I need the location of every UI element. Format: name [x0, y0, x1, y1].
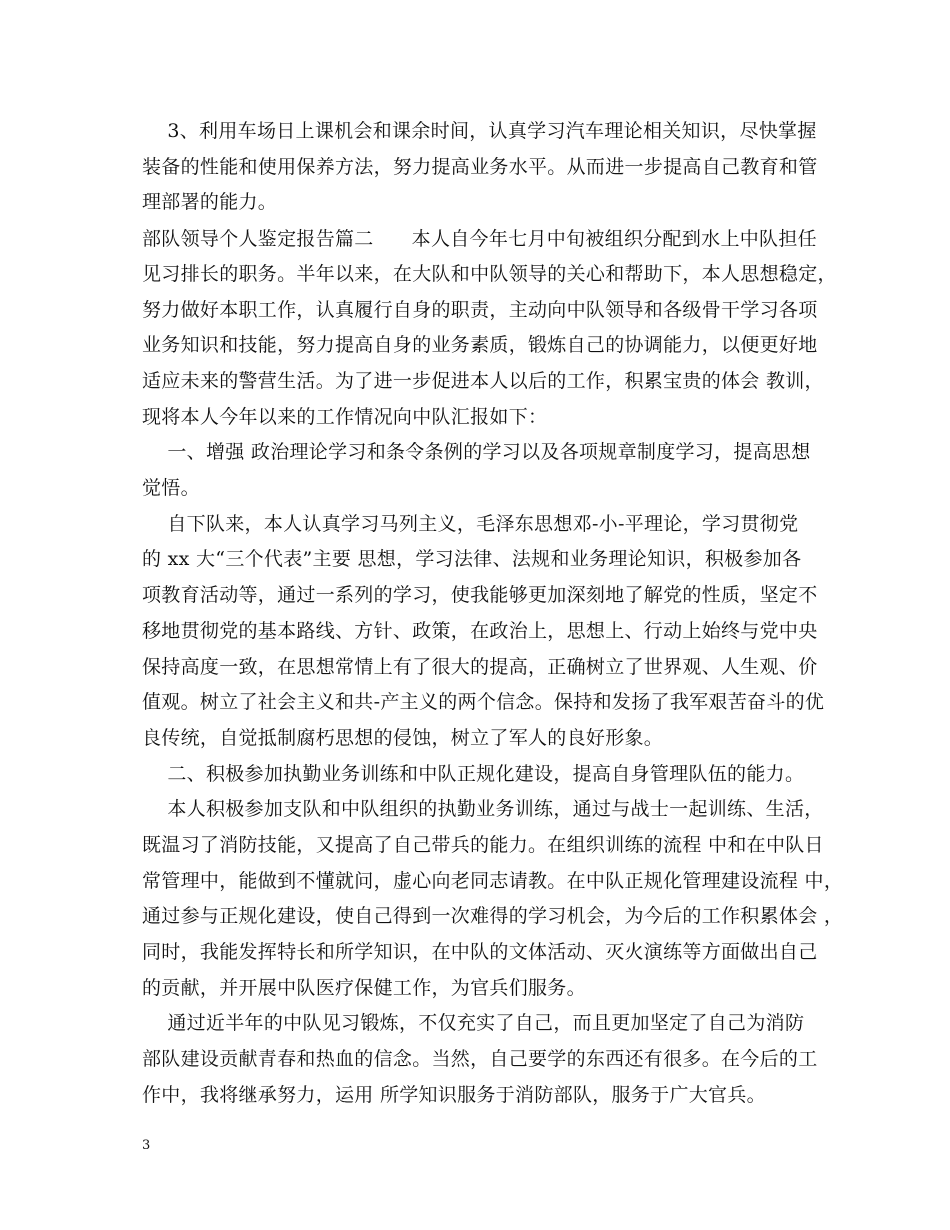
text-line: 值观。树立了社会主义和共-产主义的两个信念。保持和发扬了我军艰苦奋斗的优	[142, 691, 825, 713]
text-line: 的贡献，并开展中队医疗保健工作，为官兵们服务。	[142, 977, 586, 999]
text-line: 现将本人今年以来的工作情况向中队汇报如下：	[142, 406, 548, 428]
text-line: 的 xx 大“三个代表”主要 思想，学习法律、法规和业务理论知识，积极参加各	[142, 548, 802, 570]
text-line: 良传统，自觉抵制腐朽思想的侵蚀，树立了军人的良好形象。	[142, 727, 664, 749]
text-line: 装备的性能和使用保养方法，努力提高业务水平。从而进一步提高自己教育和管	[142, 156, 818, 178]
text-line: 既温习了消防技能，又提高了自己带兵的能力。在组织训练的流程 中和在中队日	[142, 834, 824, 856]
text-line: 移地贯彻党的基本路线、方针、政策，在政治上，思想上、行动上始终与党中央	[142, 620, 818, 642]
text-line: 部队建设贡献青春和热血的信念。当然，自己要学的东西还有很多。在今后的工	[142, 1048, 818, 1070]
text-line: 自下队来，本人认真学习马列主义，毛泽东思想邓-小-平理论，学习贯彻党	[142, 513, 799, 535]
text-line: 努力做好本职工作，认真履行自身的职责，主动向中队领导和各级骨干学习各项	[142, 299, 818, 321]
text-line: 通过近半年的中队见习锻炼，不仅充实了自己，而且更加坚定了自己为消防	[142, 1012, 805, 1034]
text-line: 3、利用车场日上课机会和课余时间，认真学习汽车理论相关知识，尽快掌握	[142, 120, 817, 142]
text-line: 部队领导个人鉴定报告篇二 本人自今年七月中旬被组织分配到水上中队担任	[142, 228, 817, 250]
text-line: 一、增强 政治理论学习和条令条例的学习以及各项规章制度学习，提高思想	[142, 441, 811, 463]
text-line: 同时，我能发挥特长和所学知识，在中队的文体活动、灭火演练等方面做出自己	[142, 941, 818, 963]
text-line: 业务知识和技能，努力提高自身的业务素质，锻炼自己的协调能力，以便更好地	[142, 334, 818, 356]
text-line: 常管理中，能做到不懂就问，虚心向老同志请教。在中队正规化管理建设流程 中，	[142, 870, 844, 892]
text-line: 本人积极参加支队和中队组织的执勤业务训练，通过与战士一起训练、生活，	[142, 798, 824, 820]
text-line: 二、积极参加执勤业务训练和中队正规化建设，提高自身管理队伍的能力。	[142, 763, 805, 785]
text-line: 保持高度一致，在思想常情上有了很大的提高，正确树立了世界观、人生观、价	[142, 656, 818, 678]
text-line: 通过参与正规化建设，使自己得到一次难得的学习机会，为今后的工作积累体会 ，	[142, 905, 844, 927]
text-line: 理部署的能力。	[142, 191, 278, 213]
text-line: 觉悟。	[142, 477, 200, 499]
text-line: 项教育活动等，通过一系列的学习，使我能够更加深刻地了解党的性质，坚定不	[142, 584, 818, 606]
text-line: 见习排长的职务。半年以来，在大队和中队领导的关心和帮助下，本人思想稳定，	[142, 263, 837, 285]
page-number: 3	[142, 1138, 151, 1153]
text-line: 适应未来的警营生活。为了进一步促进本人以后的工作，积累宝贵的体会 教训，	[142, 370, 824, 392]
text-line: 作中，我将继承努力，运用 所学知识服务于消防部队，服务于广大官兵。	[142, 1084, 766, 1106]
